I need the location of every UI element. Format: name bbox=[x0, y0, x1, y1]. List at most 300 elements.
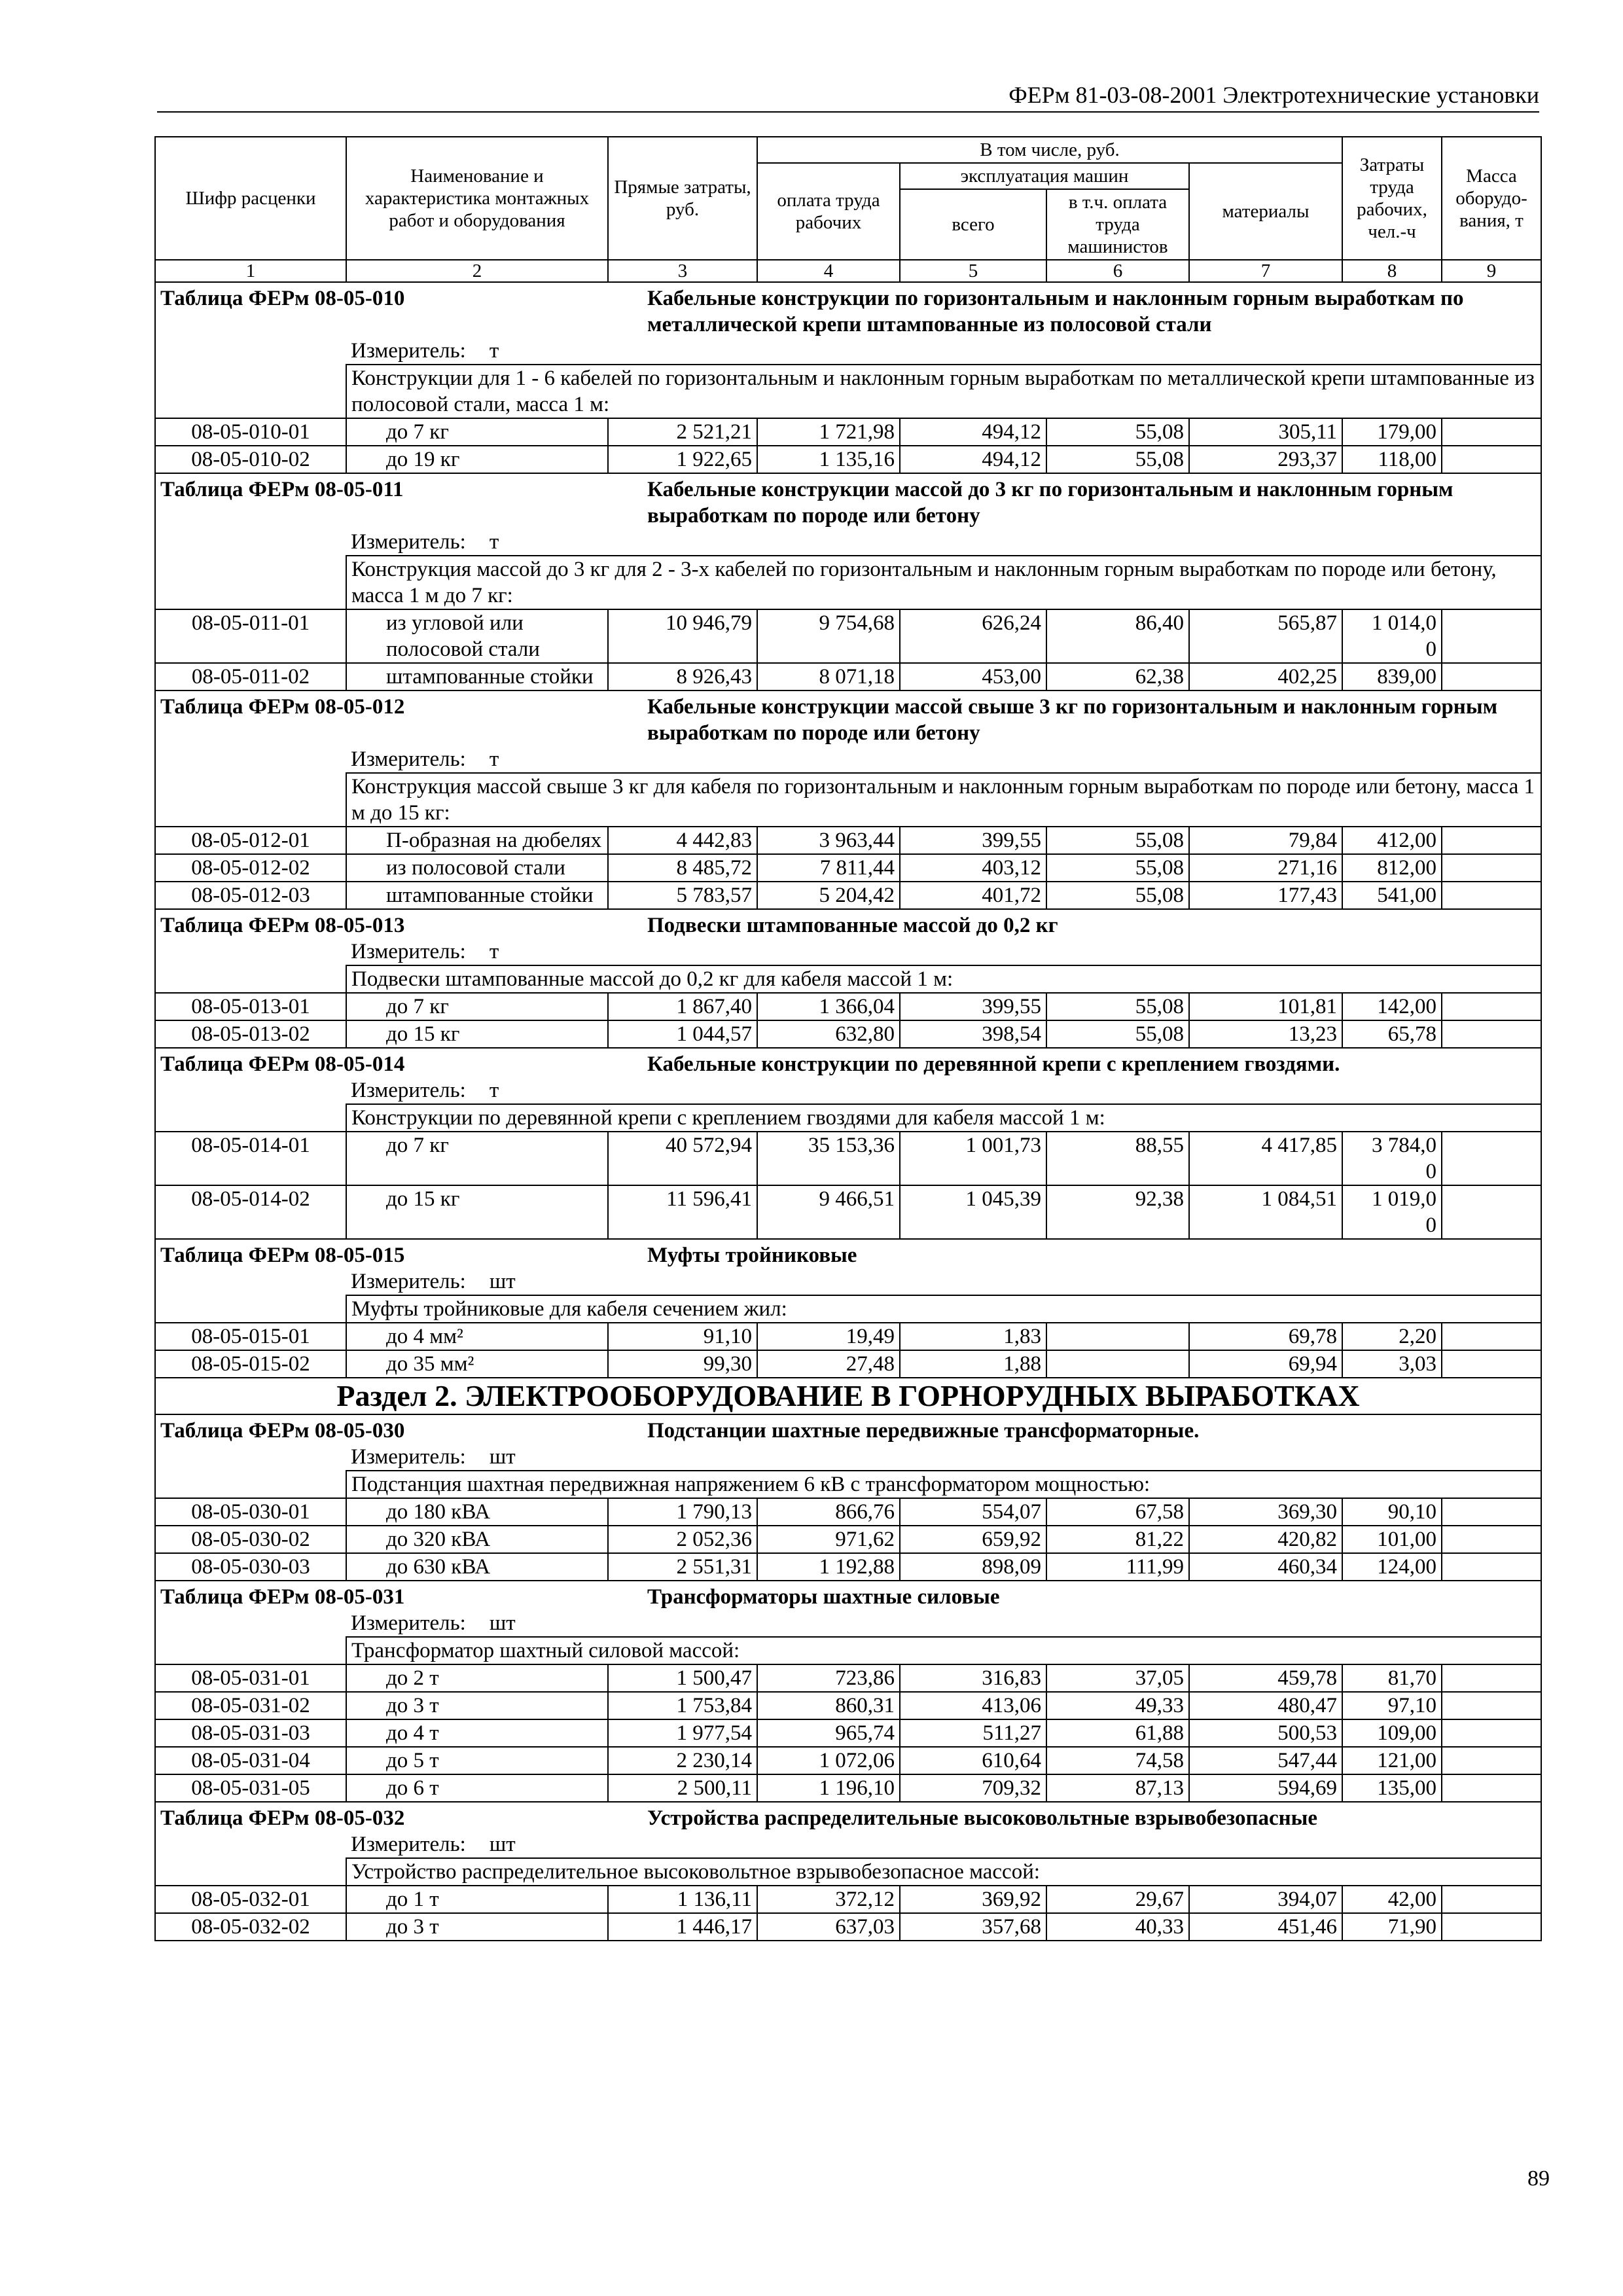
measure-label: Измеритель: bbox=[351, 1833, 466, 1856]
machines-total-cell: 1 001,73 bbox=[900, 1132, 1046, 1185]
measure-unit: т bbox=[489, 530, 499, 554]
description-row bbox=[155, 365, 1541, 418]
measure-row bbox=[155, 529, 1541, 556]
labor-cell: 71,90 bbox=[1342, 1913, 1442, 1941]
blank-cell bbox=[155, 965, 346, 993]
machinist-wages-cell: 62,38 bbox=[1046, 663, 1189, 691]
wages-cell: 1 721,98 bbox=[757, 418, 900, 446]
running-title: ФЕРм 81-03-08-2001 Электротехнические установки bbox=[1008, 82, 1539, 108]
measure-unit: шт bbox=[489, 1270, 516, 1293]
direct-cost-cell: 2 500,11 bbox=[608, 1774, 757, 1802]
column-number: 8 bbox=[1342, 260, 1442, 282]
materials-cell: 451,46 bbox=[1189, 1913, 1342, 1941]
direct-cost-cell: 91,10 bbox=[608, 1323, 757, 1350]
mass-cell bbox=[1442, 1886, 1541, 1913]
mass-cell bbox=[1442, 1132, 1541, 1185]
labor-cell: 142,00 bbox=[1342, 993, 1442, 1020]
table-description: Устройство распределительное высоковольтное взрывобезопасное массой: bbox=[346, 1858, 1541, 1886]
blank-cell bbox=[155, 1444, 346, 1471]
work-name-cell: до 4 мм² bbox=[346, 1323, 608, 1350]
machinist-wages-cell: 61,88 bbox=[1046, 1719, 1189, 1747]
table-name: Подвески штампованные массой до 0,2 кг bbox=[608, 909, 1541, 939]
machines-total-cell: 316,83 bbox=[900, 1664, 1046, 1692]
direct-cost-cell: 1 977,54 bbox=[608, 1719, 757, 1747]
column-number: 9 bbox=[1442, 260, 1541, 282]
table-code: Таблица ФЕРм 08-05-030 bbox=[155, 1414, 608, 1444]
measure-row bbox=[155, 939, 1541, 965]
work-name-cell: до 15 кг bbox=[346, 1185, 608, 1239]
rate-code-cell: 08-05-032-02 bbox=[155, 1913, 346, 1941]
materials-cell: 420,82 bbox=[1189, 1526, 1342, 1553]
rate-code-cell: 08-05-012-03 bbox=[155, 882, 346, 909]
measure-cell bbox=[346, 529, 1541, 556]
labor-cell: 121,00 bbox=[1342, 1747, 1442, 1774]
work-name-cell: штампованные стойки bbox=[346, 663, 608, 691]
table-title-row bbox=[155, 1048, 1541, 1077]
measure-unit: шт bbox=[489, 1833, 516, 1856]
wages-cell: 1 192,88 bbox=[757, 1553, 900, 1581]
materials-cell: 565,87 bbox=[1189, 609, 1342, 663]
table-title-row bbox=[155, 1802, 1541, 1831]
table-row bbox=[155, 1323, 1541, 1350]
direct-cost-cell: 40 572,94 bbox=[608, 1132, 757, 1185]
mass-cell bbox=[1442, 882, 1541, 909]
rate-code-cell: 08-05-014-01 bbox=[155, 1132, 346, 1185]
blank-cell bbox=[155, 1104, 346, 1132]
rate-code-cell: 08-05-032-01 bbox=[155, 1886, 346, 1913]
blank-cell bbox=[155, 1858, 346, 1886]
measure-label: Измеритель: bbox=[351, 1079, 466, 1102]
table-row bbox=[155, 1692, 1541, 1719]
machinist-wages-cell: 86,40 bbox=[1046, 609, 1189, 663]
mass-cell bbox=[1442, 1719, 1541, 1747]
wages-cell: 8 071,18 bbox=[757, 663, 900, 691]
mass-cell bbox=[1442, 418, 1541, 446]
work-name-cell: до 1 т bbox=[346, 1886, 608, 1913]
wages-cell: 9 754,68 bbox=[757, 609, 900, 663]
materials-cell: 500,53 bbox=[1189, 1719, 1342, 1747]
table-title-row bbox=[155, 909, 1541, 939]
blank-cell bbox=[155, 939, 346, 965]
column-number: 3 bbox=[608, 260, 757, 282]
column-number: 4 bbox=[757, 260, 900, 282]
column-number: 1 bbox=[155, 260, 346, 282]
col-code-header: Шифр расценки bbox=[155, 137, 346, 260]
materials-cell: 480,47 bbox=[1189, 1692, 1342, 1719]
wages-cell: 632,80 bbox=[757, 1020, 900, 1048]
measure-unit: шт bbox=[489, 1445, 516, 1469]
labor-cell: 118,00 bbox=[1342, 446, 1442, 473]
table-code: Таблица ФЕРм 08-05-015 bbox=[155, 1239, 608, 1268]
measure-unit: т bbox=[489, 1079, 499, 1102]
section-title: Раздел 2. ЭЛЕКТРООБОРУДОВАНИЕ В ГОРНОРУДНЫХ ВЫРАБОТКАХ bbox=[155, 1378, 1541, 1414]
wages-cell: 866,76 bbox=[757, 1498, 900, 1526]
direct-cost-cell: 2 551,31 bbox=[608, 1553, 757, 1581]
page-header bbox=[157, 72, 1539, 113]
column-number: 2 bbox=[346, 260, 608, 282]
mass-cell bbox=[1442, 827, 1541, 854]
rate-code-cell: 08-05-031-04 bbox=[155, 1747, 346, 1774]
work-name-cell: до 4 т bbox=[346, 1719, 608, 1747]
labor-cell: 81,70 bbox=[1342, 1664, 1442, 1692]
table-row bbox=[155, 609, 1541, 663]
mass-cell bbox=[1442, 1526, 1541, 1553]
mass-cell bbox=[1442, 854, 1541, 882]
labor-cell: 2,20 bbox=[1342, 1323, 1442, 1350]
table-row bbox=[155, 1774, 1541, 1802]
mass-cell bbox=[1442, 1664, 1541, 1692]
description-row bbox=[155, 1858, 1541, 1886]
table-name: Муфты тройниковые bbox=[608, 1239, 1541, 1268]
measure-cell bbox=[346, 1444, 1541, 1471]
machinist-wages-cell: 87,13 bbox=[1046, 1774, 1189, 1802]
machines-total-cell: 626,24 bbox=[900, 609, 1046, 663]
wages-cell: 1 072,06 bbox=[757, 1747, 900, 1774]
labor-cell: 812,00 bbox=[1342, 854, 1442, 882]
direct-cost-cell: 8 926,43 bbox=[608, 663, 757, 691]
table-row bbox=[155, 1185, 1541, 1239]
machines-total-cell: 399,55 bbox=[900, 993, 1046, 1020]
description-row bbox=[155, 1295, 1541, 1323]
machines-total-cell: 357,68 bbox=[900, 1913, 1046, 1941]
machines-total-cell: 1,88 bbox=[900, 1350, 1046, 1378]
price-table bbox=[154, 136, 1542, 1941]
work-name-cell: штампованные стойки bbox=[346, 882, 608, 909]
machinist-wages-cell: 55,08 bbox=[1046, 446, 1189, 473]
machines-total-cell: 898,09 bbox=[900, 1553, 1046, 1581]
measure-cell bbox=[346, 1077, 1541, 1104]
wages-cell: 9 466,51 bbox=[757, 1185, 900, 1239]
mass-cell bbox=[1442, 1692, 1541, 1719]
materials-cell: 271,16 bbox=[1189, 854, 1342, 882]
wages-cell: 860,31 bbox=[757, 1692, 900, 1719]
wages-cell: 7 811,44 bbox=[757, 854, 900, 882]
measure-unit: т bbox=[489, 747, 499, 771]
measure-cell bbox=[346, 1610, 1541, 1637]
materials-cell: 79,84 bbox=[1189, 827, 1342, 854]
measure-label: Измеритель: bbox=[351, 530, 466, 554]
measure-label: Измеритель: bbox=[351, 1611, 466, 1635]
machinist-wages-cell: 55,08 bbox=[1046, 854, 1189, 882]
machines-total-cell: 610,64 bbox=[900, 1747, 1046, 1774]
blank-cell bbox=[155, 746, 346, 773]
direct-cost-cell: 1 867,40 bbox=[608, 993, 757, 1020]
rate-code-cell: 08-05-012-01 bbox=[155, 827, 346, 854]
work-name-cell: до 180 кВА bbox=[346, 1498, 608, 1526]
machinist-wages-cell: 49,33 bbox=[1046, 1692, 1189, 1719]
table-name: Кабельные конструкции массой свыше 3 кг по горизонтальным и наклонным горным выработкам по породе или бетону bbox=[608, 691, 1541, 746]
direct-cost-cell: 99,30 bbox=[608, 1350, 757, 1378]
table-code: Таблица ФЕРм 08-05-010 bbox=[155, 282, 608, 338]
machines-total-cell: 413,06 bbox=[900, 1692, 1046, 1719]
work-name-cell: до 6 т bbox=[346, 1774, 608, 1802]
table-title-row bbox=[155, 691, 1541, 746]
machinist-wages-cell: 55,08 bbox=[1046, 1020, 1189, 1048]
table-code: Таблица ФЕРм 08-05-031 bbox=[155, 1581, 608, 1610]
direct-cost-cell: 10 946,79 bbox=[608, 609, 757, 663]
labor-cell: 65,78 bbox=[1342, 1020, 1442, 1048]
labor-cell: 541,00 bbox=[1342, 882, 1442, 909]
machines-total-cell: 494,12 bbox=[900, 446, 1046, 473]
machinist-wages-cell: 111,99 bbox=[1046, 1553, 1189, 1581]
machines-total-cell: 659,92 bbox=[900, 1526, 1046, 1553]
blank-cell bbox=[155, 1295, 346, 1323]
machines-total-cell: 709,32 bbox=[900, 1774, 1046, 1802]
machinist-wages-cell bbox=[1046, 1323, 1189, 1350]
wages-cell: 1 135,16 bbox=[757, 446, 900, 473]
table-code: Таблица ФЕРм 08-05-011 bbox=[155, 473, 608, 529]
table-description: Трансформатор шахтный силовой массой: bbox=[346, 1637, 1541, 1664]
mass-cell bbox=[1442, 1747, 1541, 1774]
col-labor-header: Затраты труда рабочих, чел.-ч bbox=[1342, 137, 1442, 260]
work-name-cell: до 630 кВА bbox=[346, 1553, 608, 1581]
blank-cell bbox=[155, 1831, 346, 1858]
measure-cell bbox=[346, 746, 1541, 773]
measure-row bbox=[155, 1077, 1541, 1104]
machines-total-cell: 511,27 bbox=[900, 1719, 1046, 1747]
labor-cell: 1 014,0 0 bbox=[1342, 609, 1442, 663]
description-row bbox=[155, 1104, 1541, 1132]
machinist-wages-cell: 81,22 bbox=[1046, 1526, 1189, 1553]
labor-cell: 412,00 bbox=[1342, 827, 1442, 854]
materials-cell: 394,07 bbox=[1189, 1886, 1342, 1913]
measure-cell bbox=[346, 1831, 1541, 1858]
machinist-wages-cell: 88,55 bbox=[1046, 1132, 1189, 1185]
work-name-cell: из угловой или полосовой стали bbox=[346, 609, 608, 663]
table-description: Подстанция шахтная передвижная напряжением 6 кВ с трансформатором мощностью: bbox=[346, 1471, 1541, 1498]
measure-label: Измеритель: bbox=[351, 1270, 466, 1293]
labor-cell: 42,00 bbox=[1342, 1886, 1442, 1913]
blank-cell bbox=[155, 1077, 346, 1104]
work-name-cell: до 5 т bbox=[346, 1747, 608, 1774]
measure-label: Измеритель: bbox=[351, 339, 466, 363]
measure-cell bbox=[346, 1268, 1541, 1295]
table-row bbox=[155, 663, 1541, 691]
direct-cost-cell: 8 485,72 bbox=[608, 854, 757, 882]
table-code: Таблица ФЕРм 08-05-032 bbox=[155, 1802, 608, 1831]
machines-total-cell: 494,12 bbox=[900, 418, 1046, 446]
work-name-cell: П-образная на дюбелях bbox=[346, 827, 608, 854]
labor-cell: 124,00 bbox=[1342, 1553, 1442, 1581]
rate-code-cell: 08-05-013-01 bbox=[155, 993, 346, 1020]
table-code: Таблица ФЕРм 08-05-014 bbox=[155, 1048, 608, 1077]
direct-cost-cell: 2 521,21 bbox=[608, 418, 757, 446]
blank-cell bbox=[155, 338, 346, 365]
table-title-row bbox=[155, 473, 1541, 529]
description-row bbox=[155, 965, 1541, 993]
wages-cell: 1 196,10 bbox=[757, 1774, 900, 1802]
table-row bbox=[155, 1498, 1541, 1526]
rate-code-cell: 08-05-013-02 bbox=[155, 1020, 346, 1048]
machines-total-cell: 399,55 bbox=[900, 827, 1046, 854]
work-name-cell: до 7 кг bbox=[346, 418, 608, 446]
table-row bbox=[155, 1020, 1541, 1048]
materials-cell: 460,34 bbox=[1189, 1553, 1342, 1581]
column-number: 6 bbox=[1046, 260, 1189, 282]
table-row bbox=[155, 827, 1541, 854]
materials-cell: 293,37 bbox=[1189, 446, 1342, 473]
measure-cell bbox=[346, 939, 1541, 965]
table-name: Кабельные конструкции по горизонтальным и наклонным горным выработкам по металлической крепи штампованные из полосовой стали bbox=[608, 282, 1541, 338]
wages-cell: 3 963,44 bbox=[757, 827, 900, 854]
direct-cost-cell: 4 442,83 bbox=[608, 827, 757, 854]
machinist-wages-cell: 29,67 bbox=[1046, 1886, 1189, 1913]
rate-code-cell: 08-05-031-02 bbox=[155, 1692, 346, 1719]
mass-cell bbox=[1442, 446, 1541, 473]
machinist-wages-cell: 55,08 bbox=[1046, 882, 1189, 909]
machines-total-cell: 369,92 bbox=[900, 1886, 1046, 1913]
rate-code-cell: 08-05-014-02 bbox=[155, 1185, 346, 1239]
direct-cost-cell: 2 230,14 bbox=[608, 1747, 757, 1774]
description-row bbox=[155, 1637, 1541, 1664]
materials-cell: 547,44 bbox=[1189, 1747, 1342, 1774]
materials-cell: 402,25 bbox=[1189, 663, 1342, 691]
direct-cost-cell: 1 044,57 bbox=[608, 1020, 757, 1048]
machinist-wages-cell: 55,08 bbox=[1046, 418, 1189, 446]
column-number: 7 bbox=[1189, 260, 1342, 282]
table-name: Кабельные конструкции массой до 3 кг по горизонтальным и наклонным горным выработкам по породе или бетону bbox=[608, 473, 1541, 529]
work-name-cell: до 320 кВА bbox=[346, 1526, 608, 1553]
column-numbers-row bbox=[155, 260, 1541, 282]
labor-cell: 90,10 bbox=[1342, 1498, 1442, 1526]
direct-cost-cell: 1 922,65 bbox=[608, 446, 757, 473]
wages-cell: 35 153,36 bbox=[757, 1132, 900, 1185]
table-title-row bbox=[155, 282, 1541, 338]
machines-total-cell: 554,07 bbox=[900, 1498, 1046, 1526]
table-code: Таблица ФЕРм 08-05-012 bbox=[155, 691, 608, 746]
mass-cell bbox=[1442, 993, 1541, 1020]
work-name-cell: до 3 т bbox=[346, 1913, 608, 1941]
machinist-wages-cell: 55,08 bbox=[1046, 827, 1189, 854]
machines-total-cell: 403,12 bbox=[900, 854, 1046, 882]
table-description: Конструкция массой до 3 кг для 2 - 3-х кабелей по горизонтальным и наклонным горным выработкам по породе или бетону, масса 1 м до 7 кг: bbox=[346, 556, 1541, 609]
machinist-wages-cell: 55,08 bbox=[1046, 993, 1189, 1020]
rate-code-cell: 08-05-030-02 bbox=[155, 1526, 346, 1553]
direct-cost-cell: 1 500,47 bbox=[608, 1664, 757, 1692]
machinist-wages-cell bbox=[1046, 1350, 1189, 1378]
description-row bbox=[155, 1471, 1541, 1498]
labor-cell: 101,00 bbox=[1342, 1526, 1442, 1553]
machines-total-cell: 453,00 bbox=[900, 663, 1046, 691]
labor-cell: 3 784,0 0 bbox=[1342, 1132, 1442, 1185]
measure-row bbox=[155, 1831, 1541, 1858]
mass-cell bbox=[1442, 1498, 1541, 1526]
blank-cell bbox=[155, 556, 346, 609]
col-mass-header: Масса оборудо-вания, т bbox=[1442, 137, 1541, 260]
table-description: Муфты тройниковые для кабеля сечением жил: bbox=[346, 1295, 1541, 1323]
rate-code-cell: 08-05-011-01 bbox=[155, 609, 346, 663]
blank-cell bbox=[155, 365, 346, 418]
measure-label: Измеритель: bbox=[351, 1445, 466, 1469]
blank-cell bbox=[155, 1268, 346, 1295]
machines-total-cell: 1,83 bbox=[900, 1323, 1046, 1350]
table-row bbox=[155, 993, 1541, 1020]
machines-total-cell: 401,72 bbox=[900, 882, 1046, 909]
mass-cell bbox=[1442, 1774, 1541, 1802]
measure-row bbox=[155, 338, 1541, 365]
measure-cell bbox=[346, 338, 1541, 365]
direct-cost-cell: 1 753,84 bbox=[608, 1692, 757, 1719]
measure-row bbox=[155, 1610, 1541, 1637]
description-row bbox=[155, 773, 1541, 827]
materials-cell: 1 084,51 bbox=[1189, 1185, 1342, 1239]
rate-code-cell: 08-05-030-01 bbox=[155, 1498, 346, 1526]
measure-row bbox=[155, 746, 1541, 773]
blank-cell bbox=[155, 773, 346, 827]
rate-code-cell: 08-05-015-02 bbox=[155, 1350, 346, 1378]
materials-cell: 369,30 bbox=[1189, 1498, 1342, 1526]
table-row bbox=[155, 1886, 1541, 1913]
measure-row bbox=[155, 1268, 1541, 1295]
materials-cell: 459,78 bbox=[1189, 1664, 1342, 1692]
column-number: 5 bbox=[900, 260, 1046, 282]
machinist-wages-cell: 40,33 bbox=[1046, 1913, 1189, 1941]
page-number: 89 bbox=[1527, 2166, 1550, 2191]
blank-cell bbox=[155, 529, 346, 556]
measure-label: Измеритель: bbox=[351, 940, 466, 963]
direct-cost-cell: 11 596,41 bbox=[608, 1185, 757, 1239]
table-row bbox=[155, 1526, 1541, 1553]
materials-cell: 305,11 bbox=[1189, 418, 1342, 446]
table-title-row bbox=[155, 1239, 1541, 1268]
table-name: Устройства распределительные высоковольтные взрывобезопасные bbox=[608, 1802, 1541, 1831]
col-machines-total-header: всего bbox=[900, 189, 1046, 260]
section-title-row bbox=[155, 1378, 1541, 1414]
wages-cell: 5 204,42 bbox=[757, 882, 900, 909]
direct-cost-cell: 1 136,11 bbox=[608, 1886, 757, 1913]
table-row bbox=[155, 418, 1541, 446]
machinist-wages-cell: 67,58 bbox=[1046, 1498, 1189, 1526]
table-row bbox=[155, 1747, 1541, 1774]
table-description: Конструкция массой свыше 3 кг для кабеля по горизонтальным и наклонным горным выработкам по породе или бетону, масса 1 м до 15 кг: bbox=[346, 773, 1541, 827]
work-name-cell: до 19 кг bbox=[346, 446, 608, 473]
labor-cell: 109,00 bbox=[1342, 1719, 1442, 1747]
table-row bbox=[155, 1664, 1541, 1692]
table-row bbox=[155, 1132, 1541, 1185]
wages-cell: 27,48 bbox=[757, 1350, 900, 1378]
table-row bbox=[155, 854, 1541, 882]
measure-unit: шт bbox=[489, 1611, 516, 1635]
materials-cell: 177,43 bbox=[1189, 882, 1342, 909]
measure-row bbox=[155, 1444, 1541, 1471]
table-row bbox=[155, 882, 1541, 909]
wages-cell: 637,03 bbox=[757, 1913, 900, 1941]
col-incl-header: В том числе, руб. bbox=[757, 137, 1342, 163]
mass-cell bbox=[1442, 1553, 1541, 1581]
table-name: Трансформаторы шахтные силовые bbox=[608, 1581, 1541, 1610]
rate-code-cell: 08-05-031-03 bbox=[155, 1719, 346, 1747]
mass-cell bbox=[1442, 1913, 1541, 1941]
mass-cell bbox=[1442, 609, 1541, 663]
table-code: Таблица ФЕРм 08-05-013 bbox=[155, 909, 608, 939]
table-title-row bbox=[155, 1581, 1541, 1610]
work-name-cell: из полосовой стали bbox=[346, 854, 608, 882]
table-name: Кабельные конструкции по деревянной крепи с креплением гвоздями. bbox=[608, 1048, 1541, 1077]
table-description: Подвески штампованные массой до 0,2 кг для кабеля массой 1 м: bbox=[346, 965, 1541, 993]
table-description: Конструкции для 1 - 6 кабелей по горизонтальным и наклонным горным выработкам по металлической крепи штампованные из полосовой стали, масса 1 м: bbox=[346, 365, 1541, 418]
measure-unit: т bbox=[489, 940, 499, 963]
blank-cell bbox=[155, 1610, 346, 1637]
table-description: Конструкции по деревянной крепи с креплением гвоздями для кабеля массой 1 м: bbox=[346, 1104, 1541, 1132]
table-header bbox=[155, 137, 1541, 282]
rate-code-cell: 08-05-015-01 bbox=[155, 1323, 346, 1350]
rate-code-cell: 08-05-010-01 bbox=[155, 418, 346, 446]
direct-cost-cell: 5 783,57 bbox=[608, 882, 757, 909]
wages-cell: 372,12 bbox=[757, 1886, 900, 1913]
labor-cell: 97,10 bbox=[1342, 1692, 1442, 1719]
materials-cell: 13,23 bbox=[1189, 1020, 1342, 1048]
machines-total-cell: 398,54 bbox=[900, 1020, 1046, 1048]
